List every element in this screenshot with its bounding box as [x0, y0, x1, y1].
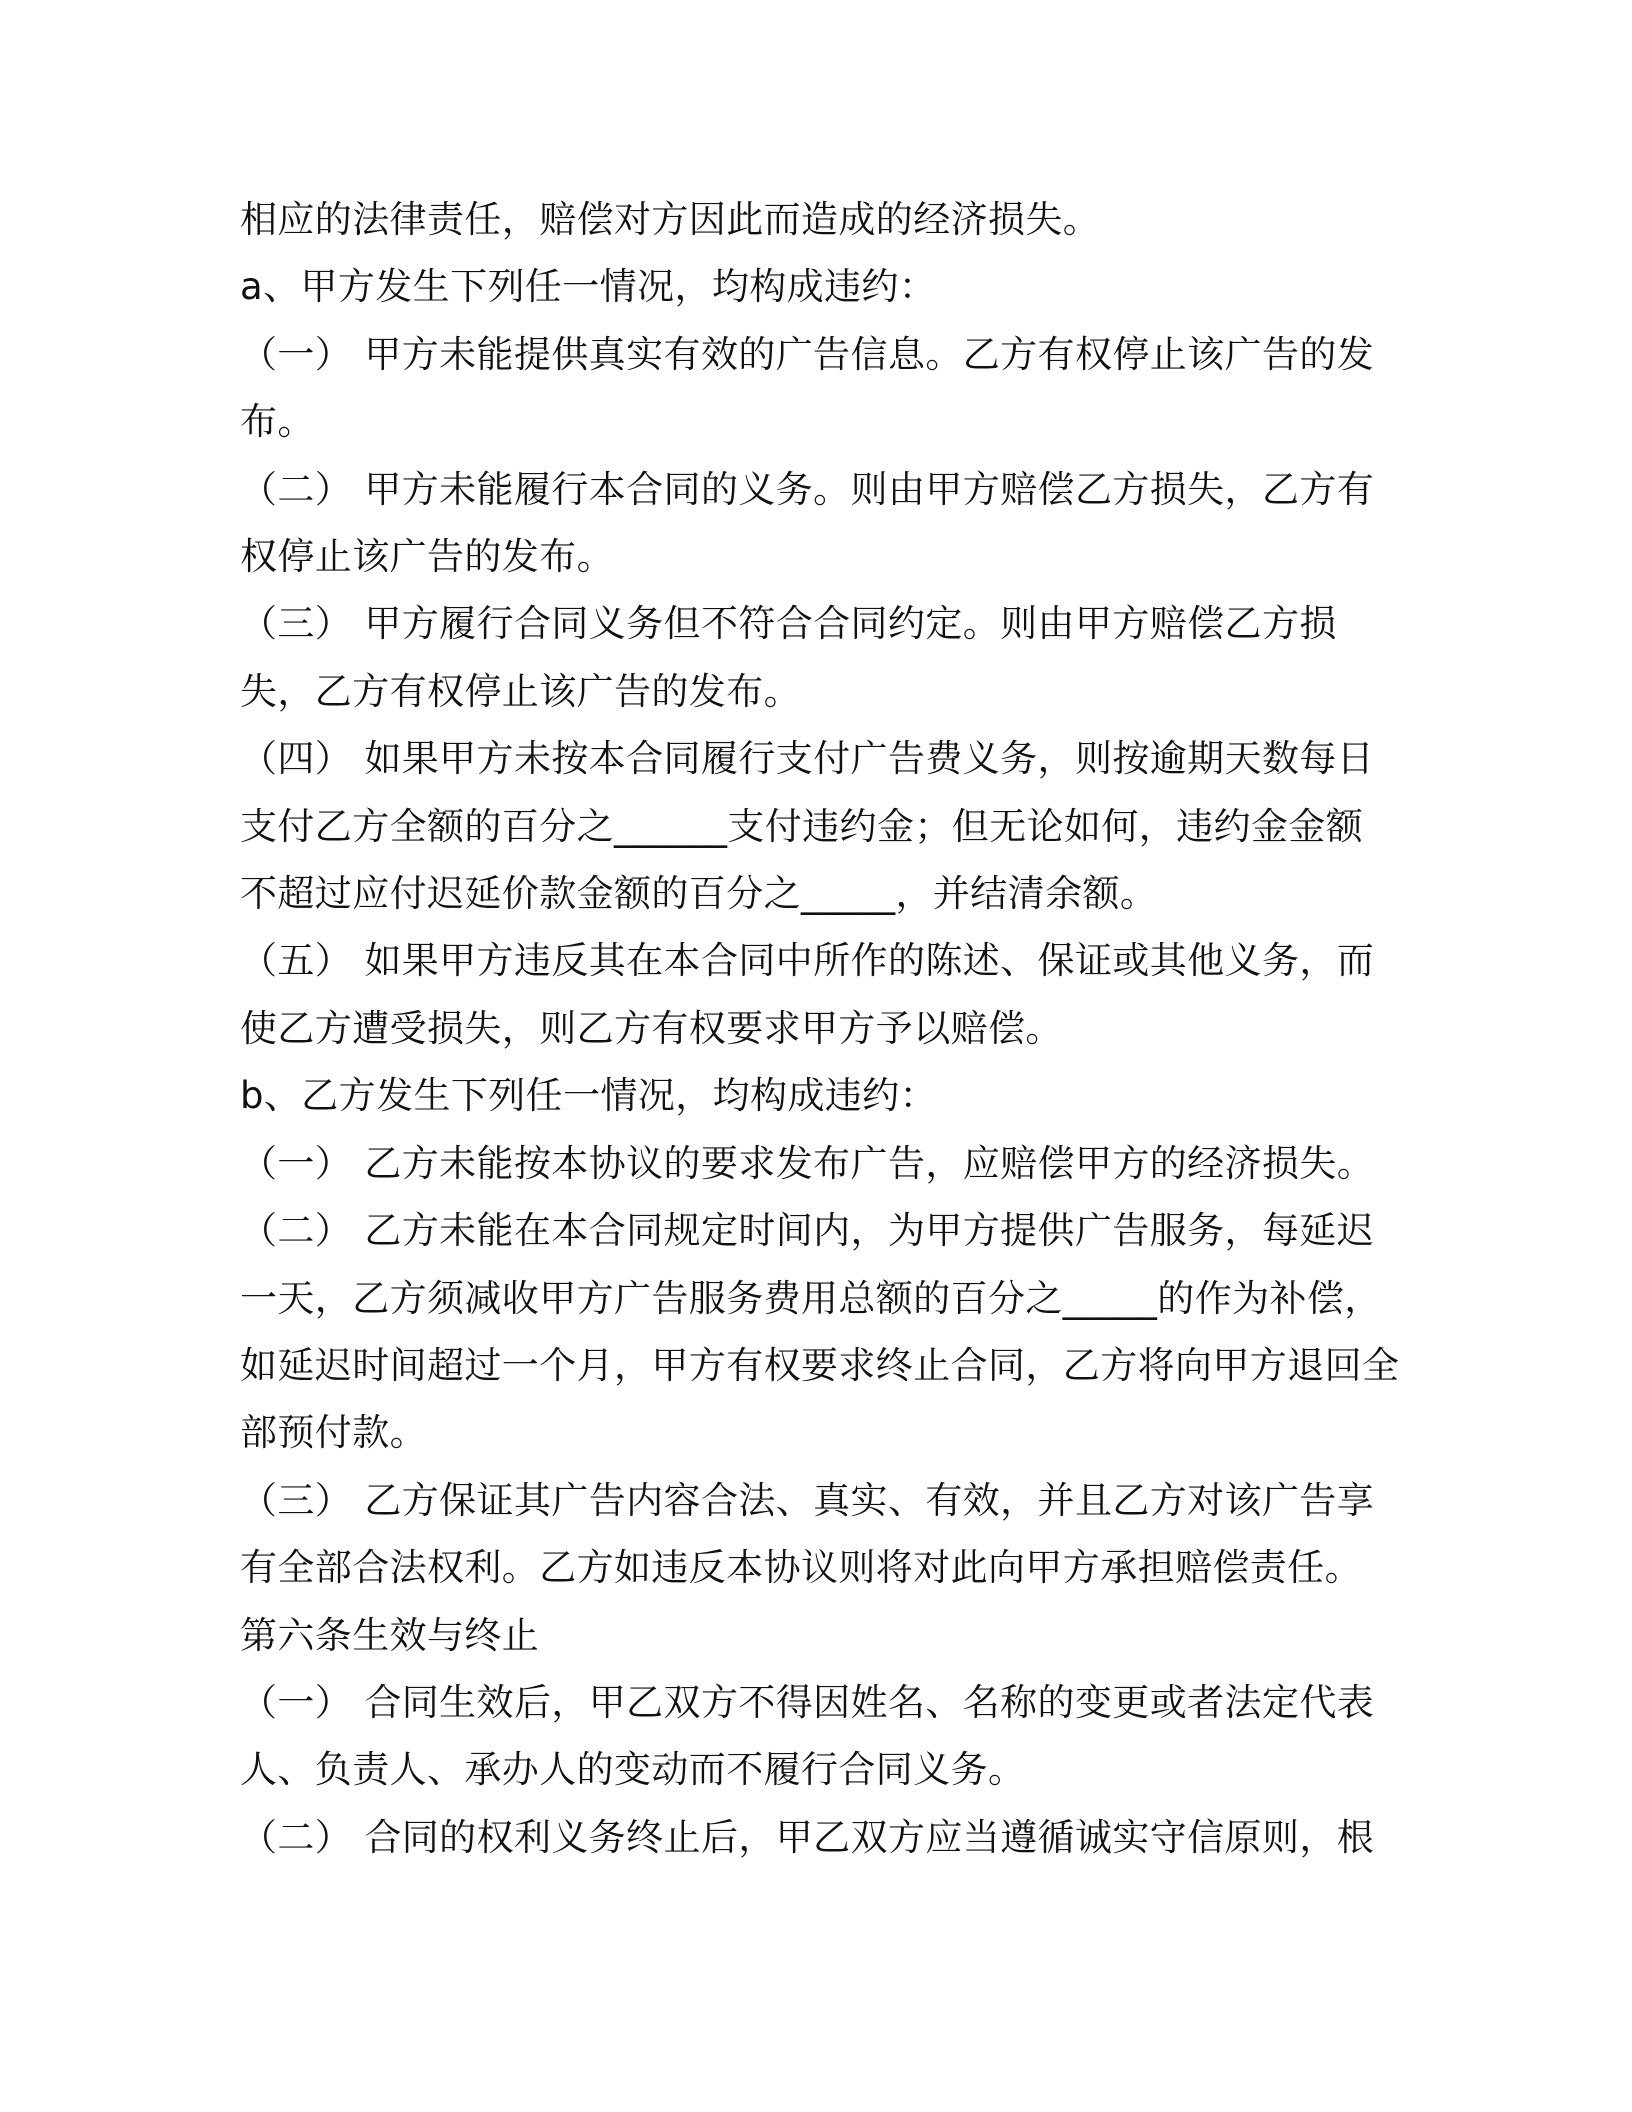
paragraph-party-a-breach-heading: a、甲方发生下列任一情况，均构成违约：: [240, 265, 937, 309]
section-heading-article-6: 第六条生效与终止: [240, 1613, 540, 1657]
paragraph-party-b-breach-heading: b、乙方发生下列任一情况，均构成违约：: [240, 1074, 938, 1118]
paragraph-a-item-1: （一） 甲方未能提供真实有效的广告信息。乙方有权停止该广告的发布。: [240, 332, 1375, 444]
document-body: [240, 186, 1400, 1871]
paragraph-b-item-1: （一） 乙方未能按本协议的要求发布广告，应赔偿甲方的经济损失。: [240, 1141, 1375, 1185]
paragraph-a-item-5: （五） 如果甲方违反其在本合同中所作的陈述、保证或其他义务，而使乙方遭受损失，则乙方有权要求甲方予以赔偿。: [240, 939, 1375, 1050]
paragraph-a-item-3: （三） 甲方履行合同义务但不符合合同约定。则由甲方赔偿乙方损失，乙方有权停止该广告的发布。: [240, 602, 1337, 713]
paragraph-a-item-4: （四） 如果甲方未按本合同履行支付广告费义务，则按逾期天数每日支付乙方全额的百分之______支付违约金；但无论如何，违约金金额不超过应付迟延价款金额的百分之_____，并结清余额。: [240, 737, 1375, 916]
paragraph-article-6-item-1: （一） 合同生效后，甲乙双方不得因姓名、名称的变更或者法定代表人、负责人、承办人的变动而不履行合同义务。: [240, 1680, 1375, 1792]
paragraph-article-6-item-2: （二） 合同的权利义务终止后，甲乙双方应当遵循诚实守信原则，根: [240, 1815, 1375, 1859]
paragraph-b-item-3: （三） 乙方保证其广告内容合法、真实、有效，并且乙方对该广告享有全部合法权利。乙方如违反本协议则将对此向甲方承担赔偿责任。: [240, 1478, 1375, 1590]
paragraph-liability-continuation: 相应的法律责任，赔偿对方因此而造成的经济损失。: [240, 198, 1101, 241]
paragraph-a-item-2: （二） 甲方未能履行本合同的义务。则由甲方赔偿乙方损失，乙方有权停止该广告的发布。: [240, 467, 1375, 579]
paragraph-b-item-2: （二） 乙方未能在本合同规定时间内，为甲方提供广告服务，每延迟一天，乙方须减收甲方广告服务费用总额的百分之_____的作为补偿，如延迟时间超过一个月，甲方有权要求终止合同，乙方将向甲方退回全部预付款。: [240, 1209, 1400, 1455]
